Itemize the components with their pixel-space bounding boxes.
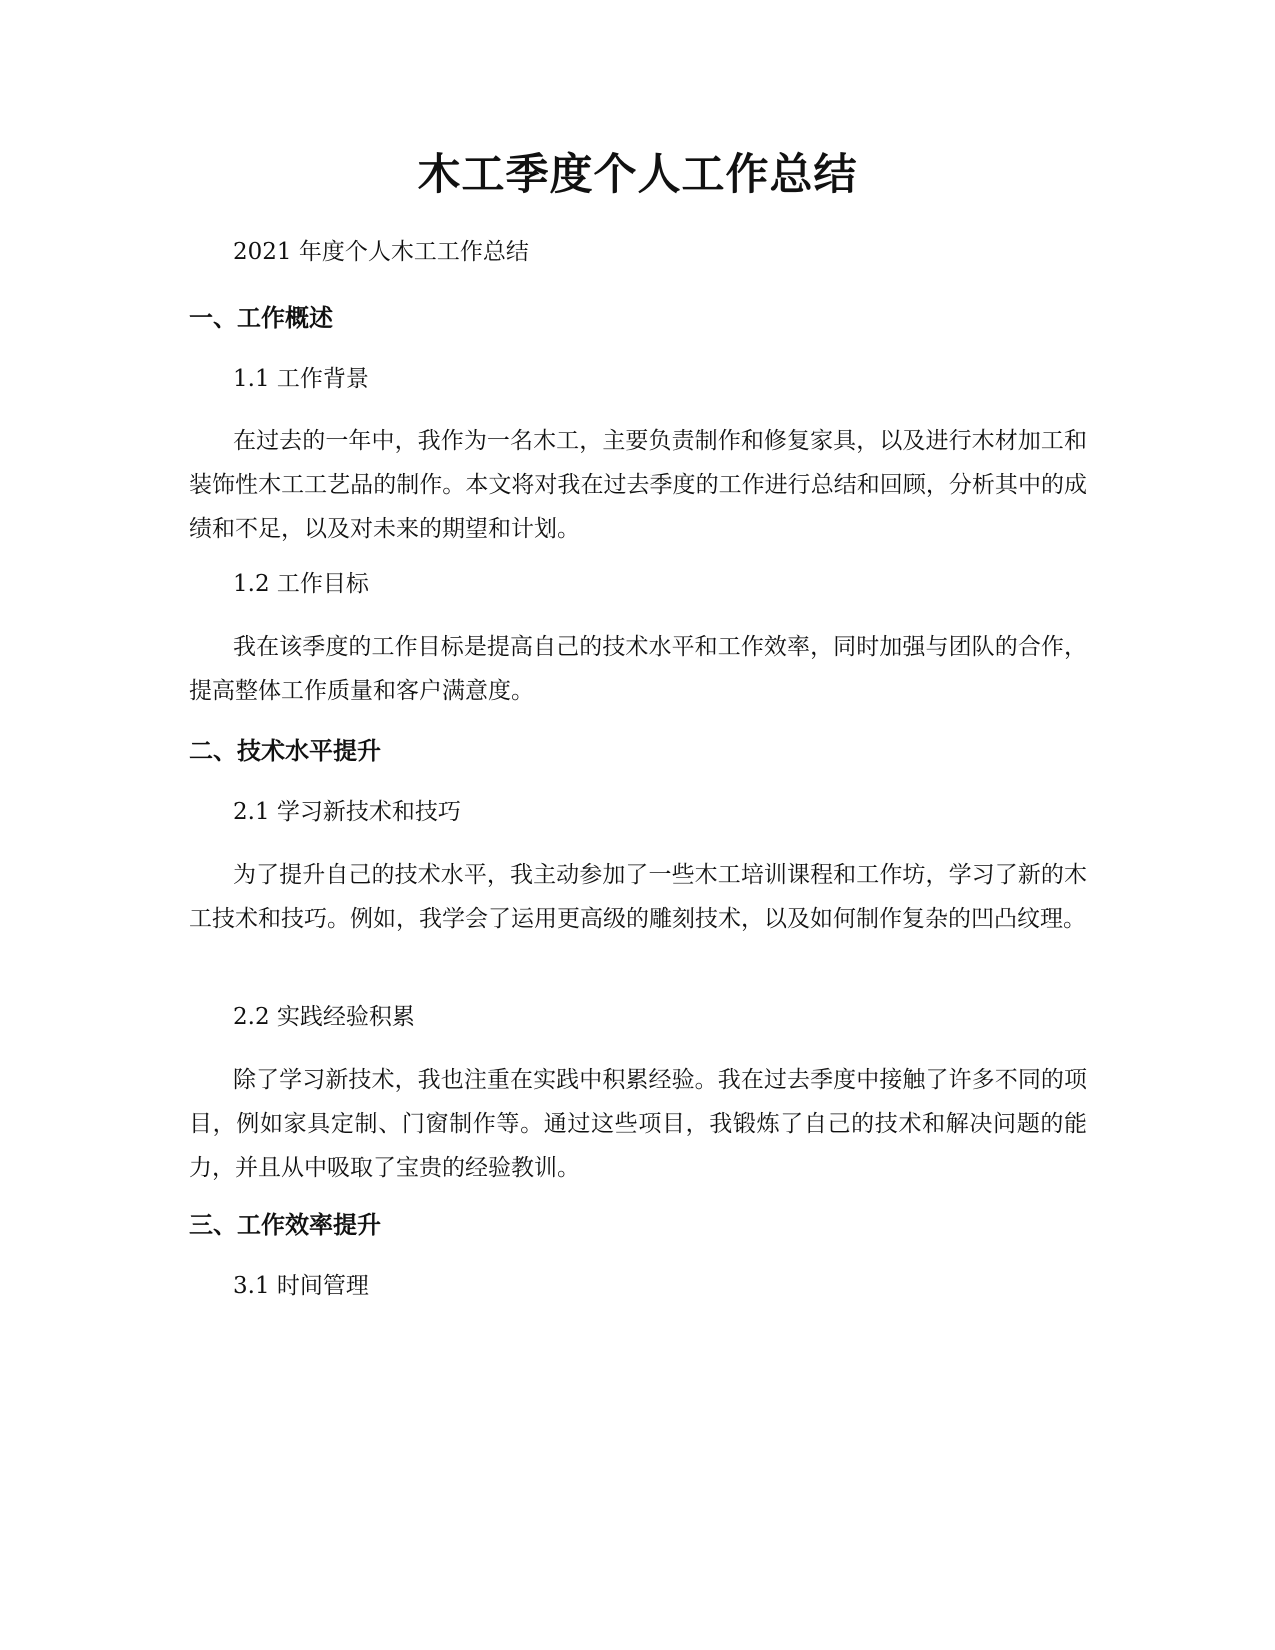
document-title: 木工季度个人工作总结: [417, 150, 858, 200]
subsection-heading-learning: 2.1 学习新技术和技巧: [233, 799, 461, 825]
subsection-heading-practice: 2.2 实践经验积累: [233, 1004, 415, 1030]
subsection-heading-goals: 1.2 工作目标: [233, 571, 369, 597]
section-heading-efficiency: 三、工作效率提升: [189, 1211, 381, 1239]
paragraph-goals: 我在该季度的工作目标是提高自己的技术水平和工作效率，同时加强与团队的合作，提高整体工作质量和客户满意度。: [189, 634, 1087, 704]
subsection-heading-background: 1.1 工作背景: [233, 366, 369, 392]
section-heading-overview: 一、工作概述: [189, 304, 333, 332]
section-heading-skills: 二、技术水平提升: [189, 737, 381, 765]
document-subtitle: 2021 年度个人木工工作总结: [233, 239, 529, 265]
paragraph-background: 在过去的一年中，我作为一名木工，主要负责制作和修复家具，以及进行木材加工和装饰性木工工艺品的制作。本文将对我在过去季度的工作进行总结和回顾，分析其中的成绩和不足，以及对未来的期望和计划。: [189, 428, 1087, 542]
paragraph-learning: 为了提升自己的技术水平，我主动参加了一些木工培训课程和工作坊，学习了新的木工技术和技巧。例如，我学会了运用更高级的雕刻技术，以及如何制作复杂的凹凸纹理。: [189, 862, 1087, 932]
subsection-heading-time-management: 3.1 时间管理: [233, 1273, 369, 1299]
paragraph-practice: 除了学习新技术，我也注重在实践中积累经验。我在过去季度中接触了许多不同的项目，例如家具定制、门窗制作等。通过这些项目，我锻炼了自己的技术和解决问题的能力，并且从中吸取了宝贵的经验教训。: [189, 1067, 1087, 1181]
